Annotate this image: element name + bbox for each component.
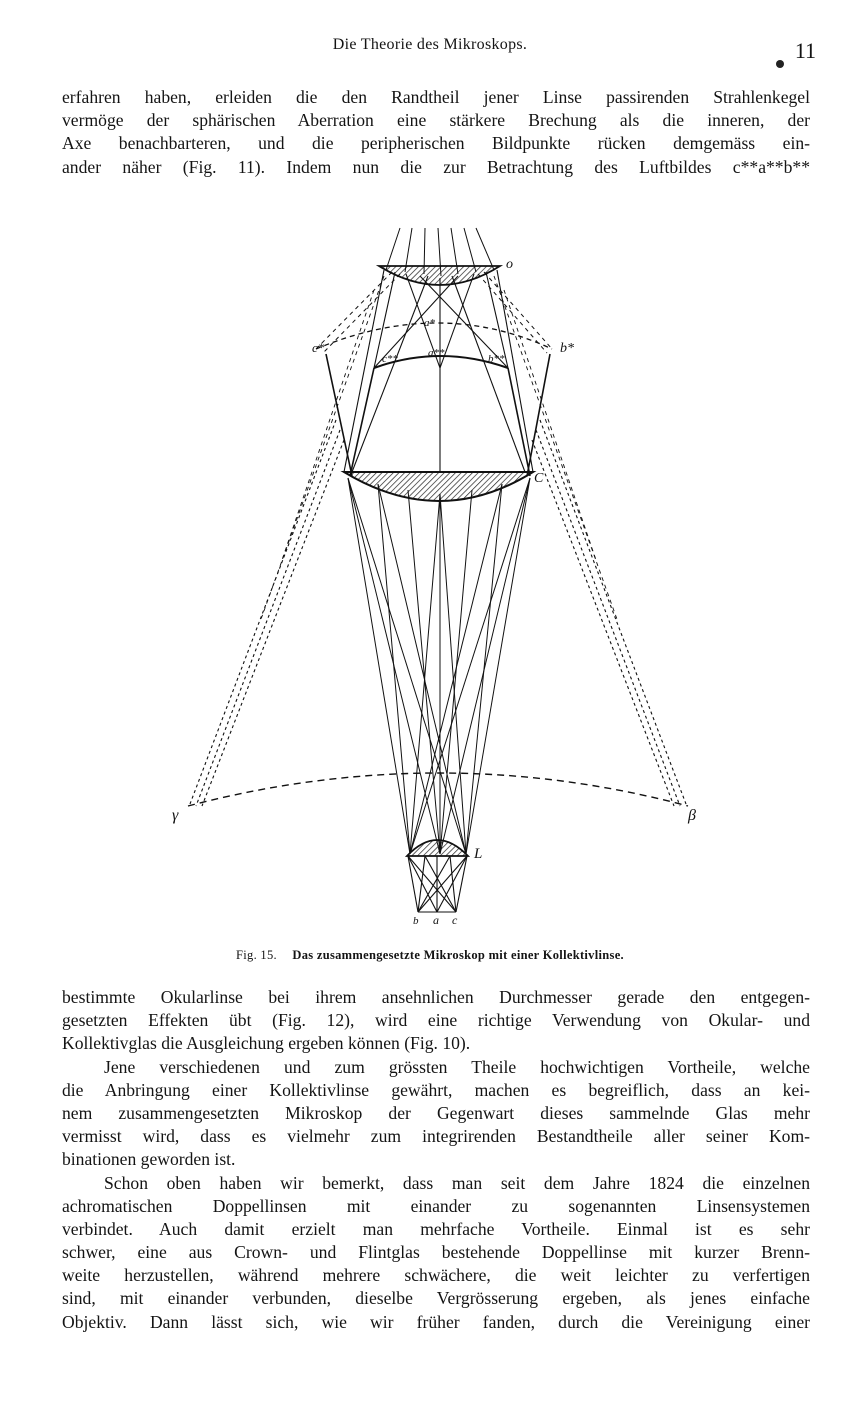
collective-rays (348, 478, 530, 854)
label-b-dstar: b** (488, 353, 505, 365)
marginal-rays (326, 354, 550, 476)
objective-rays (344, 270, 533, 472)
text-line: schwer, eine aus Crown- und Flintglas bestehende Doppellinse mit kurzer Brenn- (62, 1242, 810, 1263)
paragraph-bottom (62, 986, 810, 1334)
text-line: gesetzten Effekten übt (Fig. 12), wird eine richtige Verwendung von Okular- und (62, 1010, 810, 1031)
virtual-image-arc (188, 773, 688, 806)
label-c-star: c* (312, 340, 325, 355)
text-line: verbindet. Auch damit erzielt man mehrfache Vortheile. Einmal ist es sehr (62, 1218, 810, 1239)
label-c-collective: C (534, 471, 544, 486)
text-line: bestimmte Okularlinse bei ihrem ansehnlichen Durchmesser gerade den entgegen- (62, 987, 810, 1007)
label-gamma: γ (172, 807, 179, 824)
label-c-dstar: c** (382, 353, 398, 365)
text-line: Objektiv. Dann lässt sich, wie wir früher fanden, durch die Vereinigung einer (62, 1311, 810, 1332)
figure-title: Das zusammengesetzte Mikroskop mit einer Kollektivlinse. (292, 948, 624, 962)
eye-rays (408, 856, 467, 912)
label-beta: β (688, 807, 696, 824)
text-line: ander näher (Fig. 11). Indem nun die zur Betrachtung des Luftbildes c**a**b** (62, 156, 810, 177)
label-L: L (474, 846, 483, 862)
text-line: vermisst wird, dass es vielmehr zum integrirenden Bestandtheile aller seiner Kom- (62, 1126, 810, 1147)
label-a: a (433, 913, 439, 927)
text-line: Schon oben haben wir bemerkt, dass man seit dem Jahre 1824 die einzelnen (104, 1172, 810, 1193)
label-o: o (506, 257, 513, 272)
figure-caption (0, 948, 860, 963)
text-line: Jene verschiedenen und zum grössten Theile hochwichtigen Vortheile, welche (104, 1056, 810, 1077)
text-line: weite herzustellen, während mehrere schwächere, die weit leichter zu verfertigen (62, 1265, 810, 1286)
text-line: erfahren haben, erleiden die den Randtheil jener Linse passirenden Strahlenkegel (62, 87, 810, 107)
text-line: Axe benachbarteren, und die peripherischen Bildpunkte rücken demgemäss ein- (62, 133, 810, 154)
label-b: b (413, 915, 419, 927)
running-title: Die Theorie des Mikroskops. (332, 36, 528, 53)
label-b-star: b* (560, 341, 574, 356)
outer-dashed-rays (260, 276, 618, 622)
text-line: die Anbringung einer Kollektivlinse gewährt, machen es begreiflich, dass an kei- (62, 1079, 810, 1100)
collective-lens (344, 472, 533, 501)
text-line: Kollektivglas die Ausgleichung ergeben können (Fig. 10). (62, 1033, 471, 1054)
text-line: vermöge der sphärischen Aberration eine stärkere Brechung als die inneren, der (62, 110, 810, 131)
text-line: nem zusammengesetzten Mikroskop der Gegenwart dieses sammelnde Glas mehr (62, 1102, 810, 1123)
text-line: binationen geworden ist. (62, 1149, 236, 1170)
label-a-dstar: a** (428, 347, 445, 359)
text-line: achromatischen Doppellinsen mit einander zu sogenannten Linsensystemen (62, 1195, 810, 1216)
text-line: sind, mit einander verbunden, dieselbe Vergrösserung ergeben, als jenes einfache (62, 1288, 810, 1309)
label-a-star: a* (424, 317, 435, 329)
figure-number: Fig. 15. (236, 948, 277, 962)
page-number: 11 (794, 38, 816, 63)
label-c: c (452, 913, 458, 927)
